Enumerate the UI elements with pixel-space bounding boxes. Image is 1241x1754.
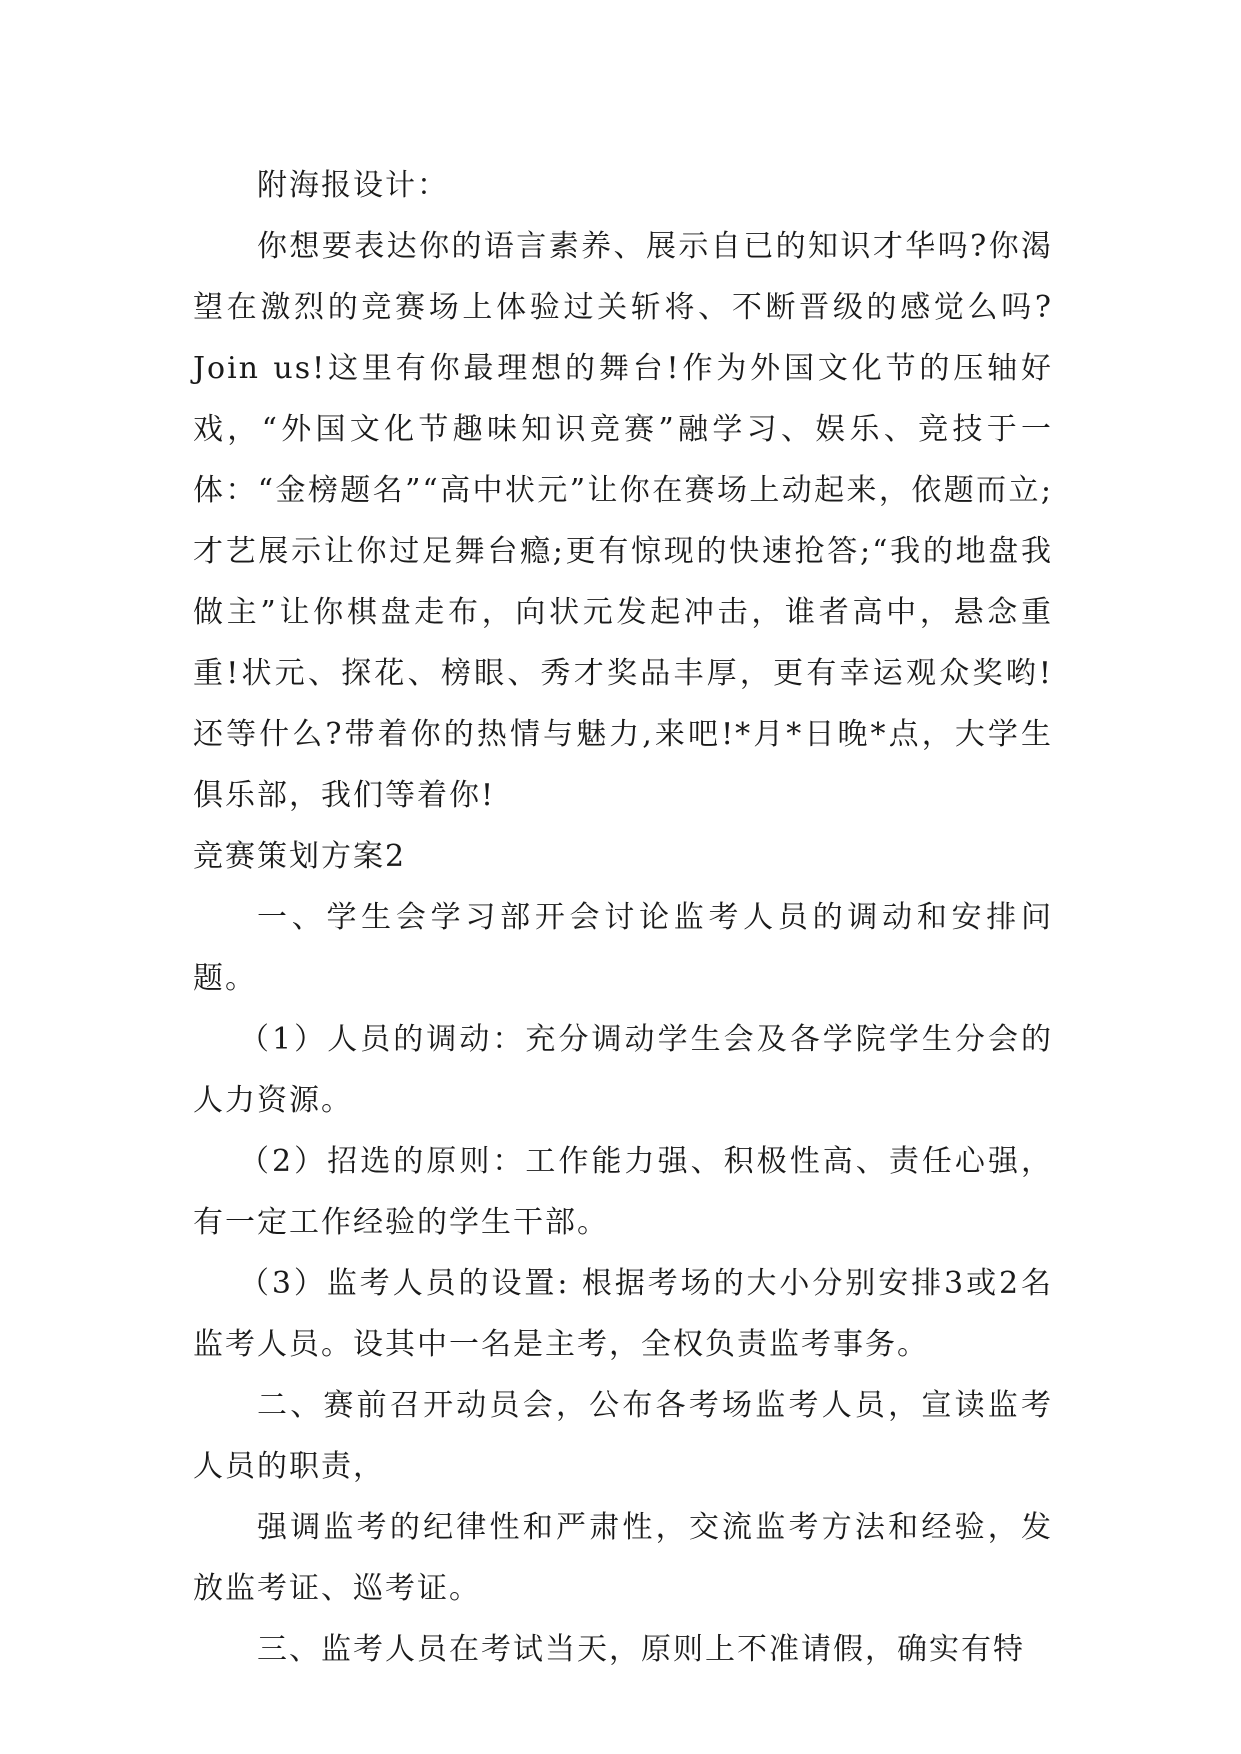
section-title: 竞赛策划方案2 [193,839,407,874]
paragraph-sub-2: （2）招选的原则：工作能力强、积极性高、责任心强，有一定工作经验的学生干部。 [193,1144,1053,1240]
document-body [193,155,1053,1680]
paragraph-sub-3: （3）监考人员的设置: 根据考场的大小分别安排3或2名监考人员。设其中一名是主考，全权负责监考事务。 [193,1266,1053,1362]
paragraph-poster-text: 你想要表达你的语言素养、展示自已的知识才华吗?你渴望在激烈的竞赛场上体验过关斩将、不断晋级的感觉么吗?Join us!这里有你最理想的舞台!作为外国文化节的压轴好戏，“外国文化节趣味知识竞赛”融学习、娱乐、竞技于一体：“金榜题名”“高中状元”让你在赛场上动起来，依题而立;才艺展示让你过足舞台瘾;更有惊现的快速抢答;“我的地盘我做主”让你棋盘走布，向状元发起冲击，谁者高中，悬念重重!状元、探花、榜眼、秀才奖品丰厚，更有幸运观众奖哟!还等什么?带着你的热情与魅力,来吧!*月*日晚*点，大学生俱乐部，我们等着你! [193,229,1053,813]
paragraph-item-1: 一、学生会学习部开会讨论监考人员的调动和安排问题。 [193,900,1053,996]
paragraph-item-2: 二、赛前召开动员会，公布各考场监考人员，宣读监考人员的职责， [193,1388,1053,1484]
paragraph-item-2-cont: 强调监考的纪律性和严肃性，交流监考方法和经验，发放监考证、巡考证。 [193,1510,1053,1606]
paragraph-item-3: 三、监考人员在考试当天，原则上不准请假，确实有特 [257,1632,1025,1667]
paragraph-sub-1: （1）人员的调动：充分调动学生会及各学院学生分会的人力资源。 [193,1022,1053,1118]
paragraph-poster-heading: 附海报设计： [257,168,449,203]
